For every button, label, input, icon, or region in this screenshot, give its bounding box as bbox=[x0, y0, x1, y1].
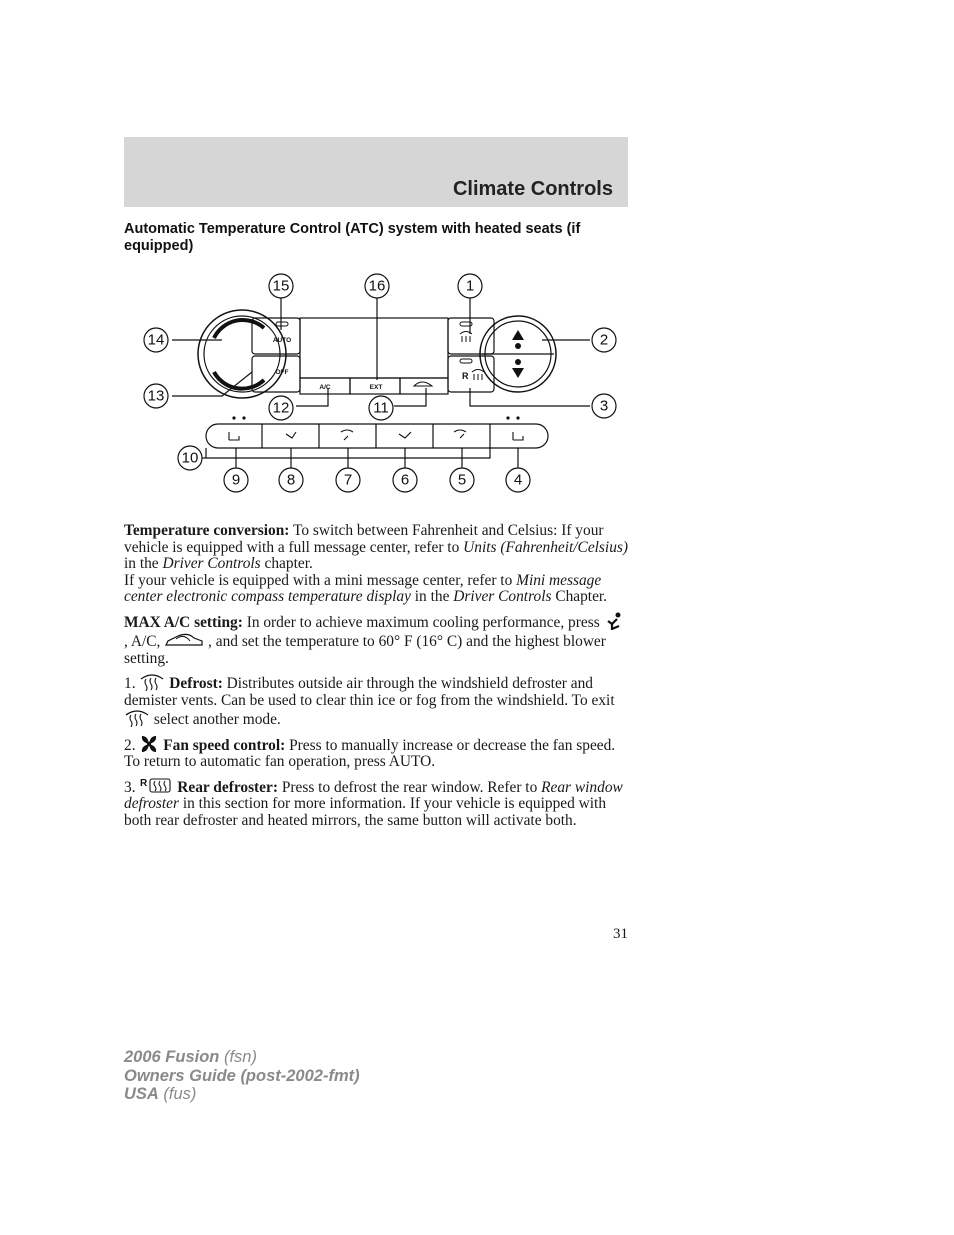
callout-13: 13 bbox=[147, 387, 165, 405]
temp-text-6: Chapter. bbox=[551, 588, 608, 605]
page-title: Climate Controls bbox=[452, 178, 613, 200]
temp-ref-driver-controls: Driver Controls bbox=[162, 555, 261, 572]
panel-vent-icon bbox=[604, 612, 626, 630]
defrost-text-1: Distributes outside air through the windshield defroster and demister vents. Can be used to clear thin ice or fog from the windshield. To exit bbox=[124, 675, 615, 709]
callout-12: 12 bbox=[272, 399, 290, 417]
item-3-number: 3. bbox=[124, 778, 136, 796]
max-ac-paragraph bbox=[124, 612, 628, 668]
fan-speed-paragraph bbox=[124, 735, 628, 771]
callout-4: 4 bbox=[513, 471, 523, 489]
fan-speed-knob bbox=[480, 316, 556, 392]
temp-text-1: To switch between Fahrenheit and Celsius: If your vehicle is equipped with a full message center, refer to bbox=[124, 522, 604, 556]
mode-button-strip bbox=[206, 424, 548, 448]
footer-line-3 bbox=[124, 1085, 360, 1104]
windshield-defrost-icon bbox=[124, 709, 150, 727]
temperature-conversion-paragraph bbox=[124, 523, 628, 606]
max-ac-text-1: In order to achieve maximum cooling performance, press bbox=[242, 613, 604, 631]
temp-ref-units: Units (Fahrenheit/Celsius) bbox=[463, 538, 629, 556]
footer-line-1 bbox=[124, 1048, 360, 1067]
callout-9: 9 bbox=[231, 471, 241, 489]
svg-text:R: R bbox=[140, 777, 148, 789]
recirculation-car-icon bbox=[164, 631, 204, 649]
callout-11: 11 bbox=[373, 399, 389, 417]
footer-market: USA bbox=[124, 1085, 159, 1103]
auto-label: AUTO bbox=[272, 337, 292, 344]
temp-text-3: chapter. bbox=[260, 555, 313, 572]
rear-defroster-text-1: Press to defrost the rear window. Refer to bbox=[277, 778, 542, 796]
off-label: OFF bbox=[275, 369, 289, 376]
windshield-defrost-icon bbox=[139, 673, 165, 691]
header-band bbox=[124, 137, 628, 207]
callout-10: 10 bbox=[181, 449, 199, 467]
rear-defrost-icon bbox=[139, 777, 173, 795]
defrost-paragraph bbox=[124, 673, 628, 729]
rear-window-defroster-ref: Rear window defroster bbox=[124, 778, 623, 812]
callout-2: 2 bbox=[599, 331, 609, 349]
max-ac-text-2: , A/C, bbox=[124, 633, 165, 650]
rear-label: R bbox=[462, 371, 469, 381]
fan-icon bbox=[139, 735, 159, 753]
rear-defrost-button bbox=[448, 356, 494, 392]
footer-line-2: Owners Guide (post-2002-fmt) bbox=[124, 1066, 360, 1085]
callout-14: 14 bbox=[147, 331, 165, 349]
rear-defroster-paragraph bbox=[124, 777, 628, 830]
temp-label: Temperature conversion: bbox=[124, 522, 290, 539]
ac-label: A/C bbox=[319, 384, 331, 391]
fan-speed-label: Fan speed control: bbox=[163, 736, 286, 754]
footer-market-code: (fus) bbox=[158, 1085, 197, 1103]
max-ac-text-3: , and set the temperature to 60° F (16° C) and the highest blower setting. bbox=[124, 633, 606, 667]
callout-6: 6 bbox=[400, 471, 410, 489]
rear-defroster-text-2: in this section for more information. If your vehicle is equipped with both rear defroster and heated mirrors, the same button will activate both. bbox=[124, 795, 607, 829]
display-screen bbox=[300, 318, 448, 378]
temp-ref-mini-message: Mini message center electronic compass temperature display bbox=[124, 571, 602, 605]
callout-5: 5 bbox=[457, 471, 467, 489]
defrost-text-2: select another mode. bbox=[150, 711, 281, 728]
climate-control-diagram bbox=[124, 268, 628, 500]
callout-15: 15 bbox=[272, 277, 290, 295]
max-ac-label: MAX A/C setting: bbox=[124, 613, 243, 631]
defrost-button bbox=[448, 318, 494, 354]
callout-16: 16 bbox=[368, 277, 386, 295]
rear-defroster-label: Rear defroster: bbox=[177, 778, 278, 796]
temp-text-5: in the bbox=[410, 588, 454, 605]
body-text bbox=[124, 523, 628, 835]
temp-text-4: If your vehicle is equipped with a mini message center, refer to bbox=[124, 571, 517, 589]
footer-model-code: (fsn) bbox=[219, 1048, 257, 1066]
ext-label: EXT bbox=[369, 384, 383, 391]
callout-3: 3 bbox=[599, 397, 609, 415]
section-heading: Automatic Temperature Control (ATC) system with heated seats (if equipped) bbox=[124, 221, 581, 254]
temp-text-2: in the bbox=[124, 555, 163, 572]
callout-7: 7 bbox=[343, 471, 353, 489]
item-1-number: 1. bbox=[124, 675, 136, 692]
defrost-label: Defrost: bbox=[169, 675, 223, 692]
footer bbox=[124, 1048, 360, 1104]
temp-ref-driver-controls-2: Driver Controls bbox=[453, 588, 552, 605]
fan-speed-text: Press to manually increase or decrease the fan speed. To return to automatic fan operation, press AUTO. bbox=[124, 736, 616, 770]
footer-model: 2006 Fusion bbox=[124, 1048, 220, 1066]
callout-1: 1 bbox=[465, 277, 475, 295]
item-2-number: 2. bbox=[124, 736, 136, 754]
callout-8: 8 bbox=[286, 471, 296, 489]
page-number: 31 bbox=[613, 926, 628, 942]
